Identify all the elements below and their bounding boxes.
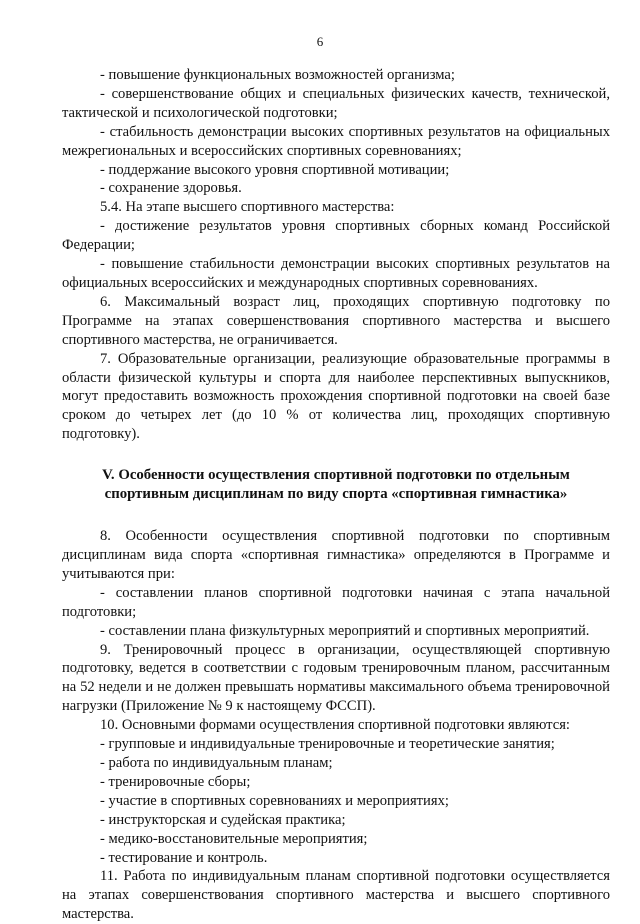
- paragraph: - совершенствование общих и специальных физических качеств, технической, тактической и психологической подготовки;: [62, 85, 610, 121]
- paragraph: - достижение результатов уровня спортивных сборных команд Российской Федерации;: [62, 218, 610, 254]
- paragraph: 6. Максимальный возраст лиц, проходящих спортивную подготовку по Программе на этапах совершенствования спортивного мастерства и высшего спортивного мастерства, не ограничивается.: [62, 293, 610, 348]
- paragraph: - поддержание высокого уровня спортивной мотивации;: [100, 161, 450, 178]
- paragraph: - сохранение здоровья.: [100, 180, 242, 197]
- paragraph: - медико-восстановительные мероприятия;: [100, 830, 368, 847]
- paragraph: - работа по индивидуальным планам;: [100, 755, 333, 771]
- paragraph: 11. Работа по индивидуальным планам спортивной подготовки осуществляется на этапах совершенствования спортивного мастерства и высшего спортивного мастерства.: [62, 868, 610, 923]
- paragraph: 8. Особенности осуществления спортивной подготовки по спортивным дисциплинам вида спорта «спортивная гимнастика» определяются в Программе и учитываются при:: [62, 528, 610, 582]
- paragraph: 9. Тренировочный процесс в организации, осуществляющей спортивную подготовку, ведется в соответствии с годовым тренировочным планом, рассчитанным на 52 недели и не должен превышать нормативы максимального объема тренировочной нагрузки (Приложение № 9 к настоящему ФССП).: [62, 641, 610, 715]
- paragraph: - стабильность демонстрации высоких спортивных результатов на официальных межрегиональных и всероссийских спортивных соревнованиях;: [62, 123, 610, 159]
- document-body: [62, 66, 610, 924]
- paragraph: - групповые и индивидуальные тренировочные и теоретические занятия;: [100, 736, 555, 753]
- paragraph: - инструкторская и судейская практика;: [100, 811, 346, 828]
- paragraph: - участие в спортивных соревнованиях и мероприятиях;: [100, 792, 449, 809]
- paragraph: - тренировочные сборы;: [100, 773, 251, 790]
- page-number: 6: [316, 34, 324, 49]
- paragraph: - повышение функциональных возможностей организма;: [100, 67, 455, 83]
- paragraph: 10. Основными формами осуществления спортивной подготовки являются:: [100, 717, 570, 734]
- paragraph: - тестирование и контроль.: [100, 849, 268, 866]
- section-heading: V. Особенности осуществления спортивной подготовки по отдельным спортивным дисциплинам по виду спорта «спортивная гимнастика»: [102, 467, 570, 503]
- paragraph: 5.4. На этапе высшего спортивного мастерства:: [100, 199, 395, 216]
- paragraph: 7. Образовательные организации, реализующие образовательные программы в области физической культуры и спорта для наиболее перспективных выпускников, могут предоставить возможность прохождения спортивной подготовки на своей базе сроком до четырех лет (до 10 % от количества лиц, проходящих спортивную подготовку).: [62, 350, 610, 443]
- paragraph: - составлении плана физкультурных мероприятий и спортивных мероприятий.: [100, 622, 590, 639]
- paragraph: - составлении планов спортивной подготовки начиная с этапа начальной подготовки;: [62, 584, 610, 620]
- paragraph: - повышение стабильности демонстрации высоких спортивных результатов на официальных всероссийских и международных спортивных соревнованиях.: [62, 256, 610, 291]
